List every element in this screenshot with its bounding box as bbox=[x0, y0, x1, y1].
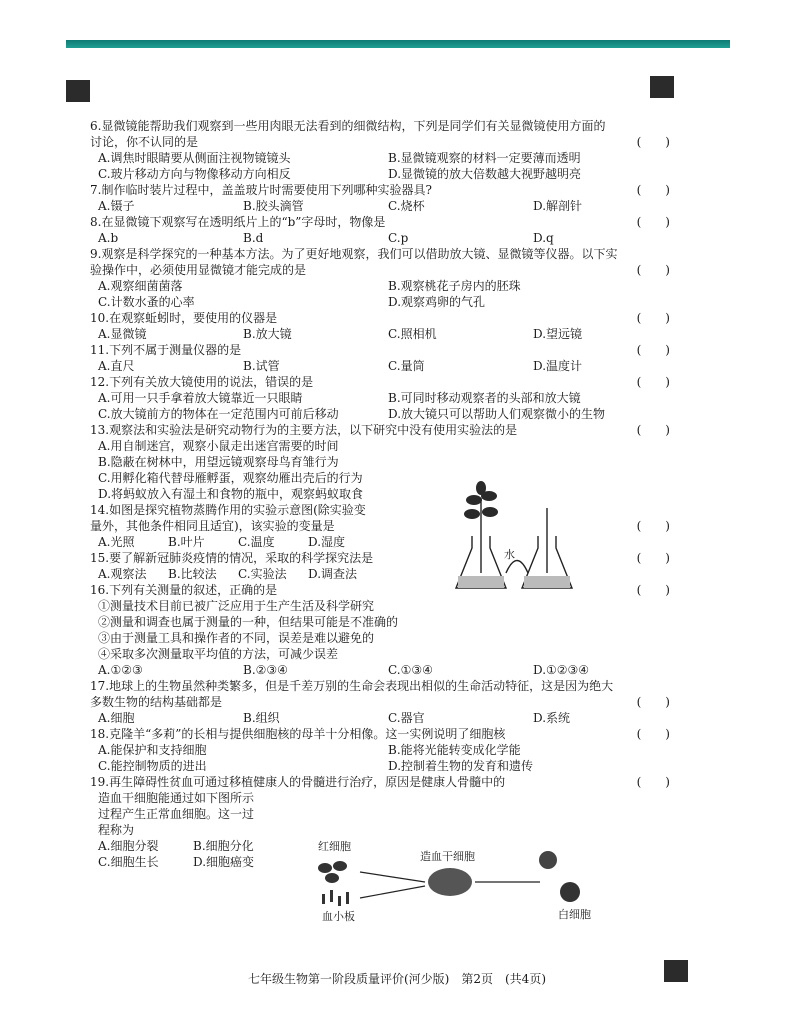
options: A.能保护和支持细胞 B.能将光能转变成化学能 bbox=[98, 743, 521, 757]
options: A.直尺 B.试管 C.量筒 D.温度计 bbox=[98, 359, 583, 373]
question-10: 10.在观察蚯蚓时，要使用的仪器是 ( ) bbox=[90, 311, 670, 325]
question-7: 7.制作临时装片过程中，盖盖玻片时需要使用下列哪种实验器具? ( ) bbox=[90, 183, 670, 197]
answer-blank[interactable]: ( ) bbox=[636, 423, 670, 437]
options: A.光照 B.叶片 C.温度 D.湿度 bbox=[98, 535, 346, 549]
statement: ②测量和调查也属于测量的一种，但结果可能是不准确的 bbox=[98, 615, 399, 629]
question-16: 16.下列有关测量的叙述，正确的是 ( ) bbox=[90, 583, 670, 597]
registration-mark bbox=[650, 76, 674, 98]
answer-blank[interactable]: ( ) bbox=[636, 263, 670, 277]
options: C.能控制物质的进出 D.控制着生物的发育和遗传 bbox=[98, 759, 534, 773]
question-page bbox=[90, 118, 670, 870]
question-6: 6.显微镜能帮助我们观察到一些用肉眼无法看到的细微结构，下列是同学们有关显微镜使用方面的 讨论，你不认同的是 ( ) bbox=[90, 119, 670, 149]
option: D.将蚂蚁放入有湿土和食物的瓶中，观察蚂蚁取食 bbox=[98, 487, 364, 501]
question-12: 12.下列有关放大镜使用的说法，错误的是 ( ) bbox=[90, 375, 670, 389]
stem-cell-label: 造血干细胞 bbox=[420, 850, 475, 863]
question-18: 18.克隆羊“多莉”的长相与提供细胞核的母羊十分相像。这一实例说明了细胞核 ( ) bbox=[90, 727, 670, 741]
options: A.观察细菌菌落 B.观察桃花子房内的胚珠 bbox=[98, 279, 521, 293]
white-cell-label: 白细胞 bbox=[558, 908, 591, 921]
question-9: 9.观察是科学探究的一种基本方法。为了更好地观察，我们可以借助放大镜、显微镜等仪器。以下实 验操作中，必须使用显微镜才能完成的是 ( ) bbox=[90, 247, 670, 277]
red-cell-label: 红细胞 bbox=[318, 840, 351, 853]
platelet-label: 血小板 bbox=[322, 910, 355, 923]
option: C.用孵化箱代替母雁孵蛋，观察幼雁出壳后的行为 bbox=[98, 471, 363, 485]
options: A.镊子 B.胶头滴管 C.烧杯 D.解剖针 bbox=[98, 199, 583, 213]
page-footer: 七年级生物第一阶段质量评价(河少版) 第2页 (共4页) bbox=[248, 972, 546, 986]
options: C.细胞生长 D.细胞癌变 bbox=[98, 855, 255, 869]
options: A.观察法 B.比较法 C.实验法 D.调查法 bbox=[98, 567, 358, 581]
registration-mark bbox=[66, 80, 90, 102]
option: A.用自制迷宫，观察小鼠走出迷宫需要的时间 bbox=[98, 439, 339, 453]
transpiration-figure bbox=[452, 478, 582, 598]
options: C.玻片移动方向与物像移动方向相反 D.显微镜的放大倍数越大视野越明亮 bbox=[98, 167, 582, 181]
answer-blank[interactable]: ( ) bbox=[636, 343, 670, 357]
answer-blank[interactable]: ( ) bbox=[636, 375, 670, 389]
option: B.隐蔽在树林中，用望远镜观察母鸟育雏行为 bbox=[98, 455, 339, 469]
question-19: 19.再生障碍性贫血可通过移植健康人的骨髓进行治疗，原因是健康人骨髓中的 造血干细胞能通过如下图所示 过程产生正常血细胞。这一过 程称为 ( ) bbox=[90, 775, 670, 837]
answer-blank[interactable]: ( ) bbox=[636, 183, 670, 197]
statement: ③由于测量工具和操作者的不同，误差是难以避免的 bbox=[98, 631, 375, 645]
options: C.放大镜前方的物体在一定范围内可前后移动 D.放大镜只可以帮助人们观察微小的生物 bbox=[98, 407, 606, 421]
options: C.计数水蚤的心率 D.观察鸡卵的气孔 bbox=[98, 295, 486, 309]
answer-blank[interactable]: ( ) bbox=[636, 775, 670, 789]
question-8: 8.在显微镜下观察写在透明纸片上的“b”字母时，物像是 ( ) bbox=[90, 215, 670, 229]
question-15: 15.要了解新冠肺炎疫情的情况，采取的科学探究法是 ( ) bbox=[90, 551, 670, 565]
options: A.显微镜 B.放大镜 C.照相机 D.望远镜 bbox=[98, 327, 583, 341]
options: A.细胞分裂 B.细胞分化 bbox=[98, 839, 254, 853]
answer-blank[interactable]: ( ) bbox=[636, 135, 670, 149]
water-label: 水 bbox=[504, 548, 515, 561]
options: A.可用一只手拿着放大镜靠近一只眼睛 B.可同时移动观察者的头部和放大镜 bbox=[98, 391, 581, 405]
blood-cell-figure bbox=[300, 838, 620, 928]
answer-blank[interactable]: ( ) bbox=[636, 551, 670, 565]
answer-blank[interactable]: ( ) bbox=[636, 583, 670, 597]
options: A.①②③ B.②③④ C.①③④ D.①②③④ bbox=[98, 663, 590, 677]
options: A.细胞 B.组织 C.器官 D.系统 bbox=[98, 711, 571, 725]
question-17: 17.地球上的生物虽然种类繁多，但是千差万别的生命会表现出相似的生命活动特征，这是因为绝大 多数生物的结构基础都是 ( ) bbox=[90, 679, 670, 709]
question-11: 11.下列不属于测量仪器的是 ( ) bbox=[90, 343, 670, 357]
answer-blank[interactable]: ( ) bbox=[636, 311, 670, 325]
header-color-bar bbox=[66, 40, 730, 48]
answer-blank[interactable]: ( ) bbox=[636, 215, 670, 229]
answer-blank[interactable]: ( ) bbox=[636, 695, 670, 709]
answer-blank[interactable]: ( ) bbox=[636, 727, 670, 741]
statement: ①测量技术目前已被广泛应用于生产生活及科学研究 bbox=[98, 599, 375, 613]
question-13: 13.观察法和实验法是研究动物行为的主要方法，以下研究中没有使用实验法的是 ( ) bbox=[90, 423, 670, 437]
question-14: 14.如图是探究植物蒸腾作用的实验示意图(除实验变 量外，其他条件相同且适宜)，该实验的变量是 ( ) bbox=[90, 503, 670, 533]
answer-blank[interactable]: ( ) bbox=[636, 519, 670, 533]
options: A.调焦时眼睛要从侧面注视物镜镜头 B.显微镜观察的材料一定要薄而透明 bbox=[98, 151, 581, 165]
statement: ④采取多次测量取平均值的方法，可减少误差 bbox=[98, 647, 339, 661]
options: A.b B.d C.p D.q bbox=[98, 231, 554, 245]
